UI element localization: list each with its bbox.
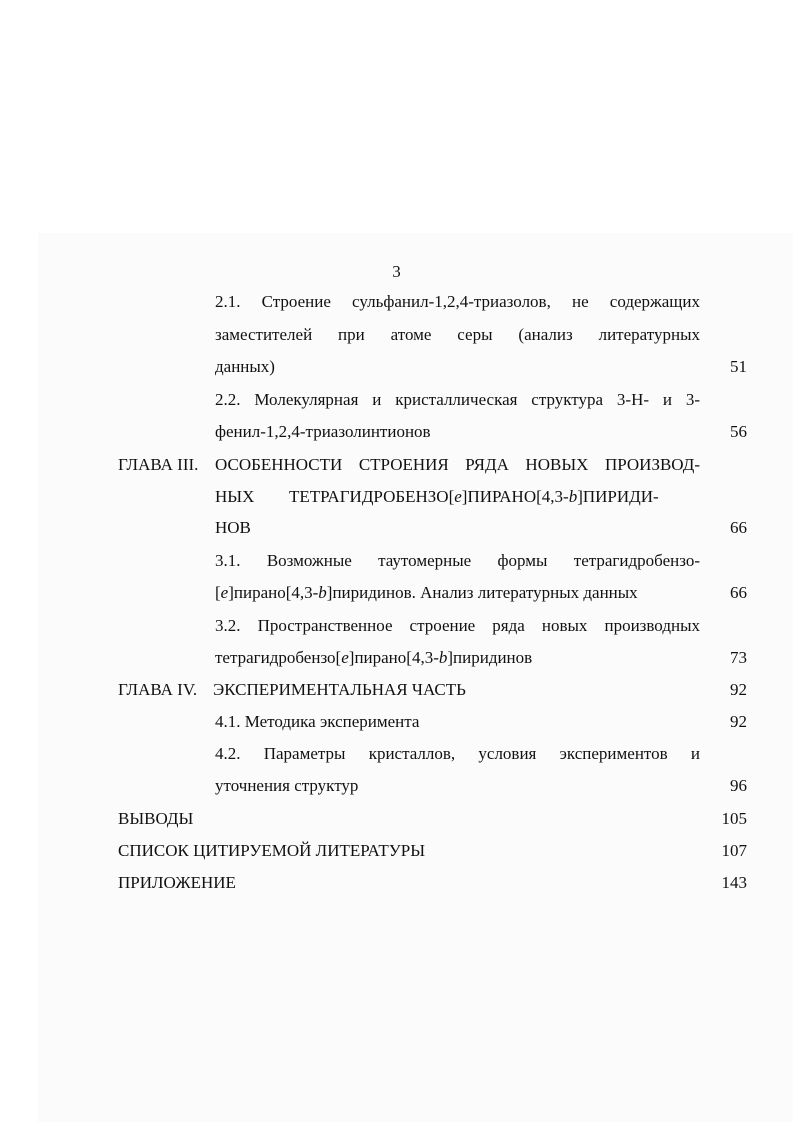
toc-entry-2-2-line-2: фенил-1,2,4-триазолинтионов (215, 422, 431, 441)
toc-references: СПИСОК ЦИТИРУЕМОЙ ЛИТЕРАТУРЫ (118, 841, 426, 860)
chapter-3-title-line-3: НОВ (215, 518, 251, 537)
toc-entry-2-2-page: 56 (730, 422, 747, 441)
toc-entry-4-2-page: 96 (730, 776, 747, 795)
toc-entry-3-2-line-1: 3.2. Пространственное строение ряда новых производных (215, 616, 700, 635)
scanned-page-area (38, 233, 793, 1122)
toc-entry-4-1: 4.1. Методика эксперимента (215, 712, 420, 731)
chapter-4-title: ЭКСПЕРИМЕНТАЛЬНАЯ ЧАСТЬ (213, 680, 466, 699)
toc-entry-2-1-line-2: заместителей при атоме серы (анализ литературных (215, 325, 700, 344)
toc-entry-2-2-line-1: 2.2. Молекулярная и кристаллическая структура 3-H- и 3- (215, 390, 700, 409)
chapter-3-label: ГЛАВА III. (118, 455, 199, 474)
chapter-3-page: 66 (730, 518, 747, 537)
toc-entry-3-2-page: 73 (730, 648, 747, 667)
toc-entry-3-1-page: 66 (730, 583, 747, 602)
toc-entry-3-1-line-2: [e]пирано[4,3-b]пиридинов. Анализ литературных данных (215, 583, 638, 602)
toc-conclusions: ВЫВОДЫ (118, 809, 194, 828)
toc-entry-4-2-line-2: уточнения структур (215, 776, 359, 795)
toc-appendix: ПРИЛОЖЕНИЕ (118, 873, 236, 892)
toc-appendix-page: 143 (721, 873, 747, 892)
chapter-4-label: ГЛАВА IV. (118, 680, 198, 699)
chapter-4-page: 92 (730, 680, 747, 699)
toc-entry-4-2-line-1: 4.2. Параметры кристаллов, условия экспериментов и (215, 744, 700, 763)
chapter-3-title-line-1: ОСОБЕННОСТИ СТРОЕНИЯ РЯДА НОВЫХ ПРОИЗВОД- (215, 455, 700, 474)
toc-references-page: 107 (721, 841, 747, 860)
toc-entry-4-1-page: 92 (730, 712, 747, 731)
page-number: 3 (392, 262, 401, 281)
toc-entry-3-2-line-2: тетрагидробензо[e]пирано[4,3-b]пиридинов (215, 648, 533, 667)
chapter-3-title-line-2-start: НЫХ (215, 487, 255, 506)
toc-entry-3-1-line-1: 3.1. Возможные таутомерные формы тетрагидробензо- (215, 551, 700, 570)
chapter-3-title-line-2-end: ТЕТРАГИДРОБЕНЗО[e]ПИРАНО[4,3-b]ПИРИДИ- (289, 487, 659, 506)
toc-conclusions-page: 105 (721, 809, 747, 828)
toc-entry-2-1-line-1: 2.1. Строение сульфанил-1,2,4-триазолов, не содержащих (215, 292, 700, 311)
toc-entry-2-1-line-3: данных) (215, 357, 275, 376)
toc-entry-2-1-page: 51 (730, 357, 747, 376)
